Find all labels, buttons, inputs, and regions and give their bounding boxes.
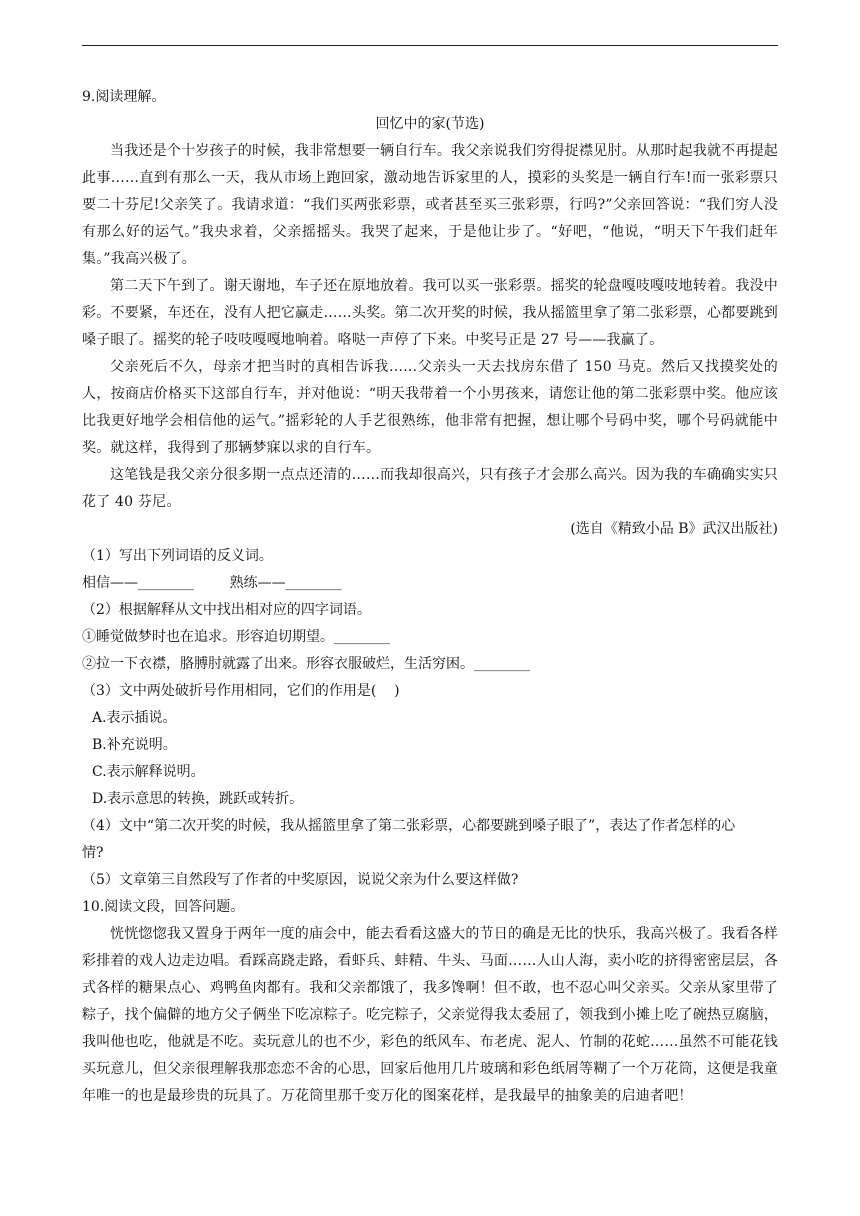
sub-question-5: （5）文章第三自然段写了作者的中奖原因，说说父亲为什么要这样做? bbox=[82, 872, 519, 888]
passage-paragraph-2: 第二天下午到了。谢天谢地，车子还在原地放着。我可以买一张彩票。摇奖的轮盘嘎吱嘎吱地转着。我没中彩。不要紧，车还在，没有人把它赢走……头奖。第二次开奖的时候，我从摇篮里拿了第二张彩票，心都要跳到嗓子眼了。摇奖的轮子吱吱嘎嘎地响着。咯哒一声停了下来。中奖号正是 27 号——我赢了。 bbox=[82, 278, 778, 348]
document-body bbox=[82, 84, 778, 1110]
question-10-heading: 10.阅读文段，回答问题。 bbox=[82, 899, 245, 915]
option-d: D.表示意思的转换，跳跃或转折。 bbox=[92, 791, 304, 807]
sub-question-2-prompt: （2）根据解释从文中找出相对应的四字词语。 bbox=[82, 602, 371, 618]
option-c: C.表示解释说明。 bbox=[92, 764, 205, 780]
sub-question-4-line-1: （4）文中“第二次开奖的时候，我从摇篮里拿了第二张彩票，心都要跳到嗓子眼了”，表达了作者怎样的心 bbox=[82, 818, 736, 834]
sub-question-2-item-1: ①睡觉做梦时也在追求。形容迫切期望。________ bbox=[82, 629, 390, 645]
passage-paragraph-3: 父亲死后不久，母亲才把当时的真相告诉我……父亲头一天去找房东借了 150 马克。然后又找摸奖处的人，按商店价格买下这部自行车，并对他说：“明天我带着一个小男孩来，请您让他的第二张彩票中奖。他应该比我更好地学会相信他的运气。”摇彩轮的人手艺很熟练，他非常有把握，想让哪个号码中奖，哪个号码就能中奖。就这样，我得到了那辆梦寐以求的自行车。 bbox=[82, 359, 778, 456]
option-a: A.表示插说。 bbox=[92, 710, 177, 726]
passage-title: 回忆中的家(节选) bbox=[375, 116, 485, 132]
option-b: B.补充说明。 bbox=[92, 737, 177, 753]
sub-question-2-item-2: ②拉一下衣襟，胳膊肘就露了出来。形容衣服破烂，生活穷困。________ bbox=[82, 656, 530, 672]
header-rule bbox=[82, 45, 778, 46]
sub-question-4-line-2: 情? bbox=[82, 845, 104, 861]
passage-paragraph-1: 当我还是个十岁孩子的时候，我非常想要一辆自行车。我父亲说我们穷得捉襟见肘。从那时起我就不再提起此事……直到有那么一天，我从市场上跑回家，激动地告诉家里的人，摸彩的头奖是一辆自行车!而一张彩票只要二十芬尼!父亲笑了。我请求道：“我们买两张彩票，或者甚至买三张彩票，行吗?”父亲回答说：“我们穷人没有那么好的运气。”我央求着，父亲摇摇头。我哭了起来，于是他让步了。“好吧，“他说，“明天下午我们赶年集。”我高兴极了。 bbox=[82, 143, 778, 267]
question-9-heading: 9.阅读理解。 bbox=[82, 89, 166, 105]
question-10-paragraph: 恍恍惚惚我又置身于两年一度的庙会中，能去看看这盛大的节日的确是无比的快乐，我高兴极了。我看各样彩排着的戏人边走边唱。看踩高跷走路，看虾兵、蚌精、牛头、马面……人山人海，卖小吃的挤得密密层层，各式各样的糖果点心、鸡鸭鱼肉都有。我和父亲都饿了，我多馋啊！但不敢，也不忍心叫父亲买。父亲从家里带了粽子，找个偏僻的地方父子俩坐下吃凉粽子。吃完粽子，父亲觉得我太委屈了，领我到小摊上吃了碗热豆腐脑，我叫他也吃，他就是不吃。卖玩意儿的也不少，彩色的纸风车、布老虎、泥人、竹制的花蛇……虽然不可能花钱买玩意儿，但父亲很理解我那恋恋不舍的心思，回家后他用几片玻璃和彩色纸屑等糊了一个万花筒，这便是我童年唯一的也是最珍贵的玩具了。万花筒里那千变万化的图案花样，是我最早的抽象美的启迪者吧！ bbox=[82, 926, 778, 1104]
sub-question-3-prompt: （3）文中两处破折号作用相同，它们的作用是( ) bbox=[82, 683, 400, 699]
sub-question-1-prompt: （1）写出下列词语的反义词。 bbox=[82, 548, 273, 564]
sub-question-1-items: 相信——________ 熟练——________ bbox=[82, 575, 342, 591]
passage-paragraph-4: 这笔钱是我父亲分很多期一点点还清的……而我却很高兴，只有孩子才会那么高兴。因为我的车确确实实只花了 40 芬尼。 bbox=[82, 467, 778, 510]
passage-source: (选自《精致小品 B》武汉出版社) bbox=[570, 521, 778, 537]
